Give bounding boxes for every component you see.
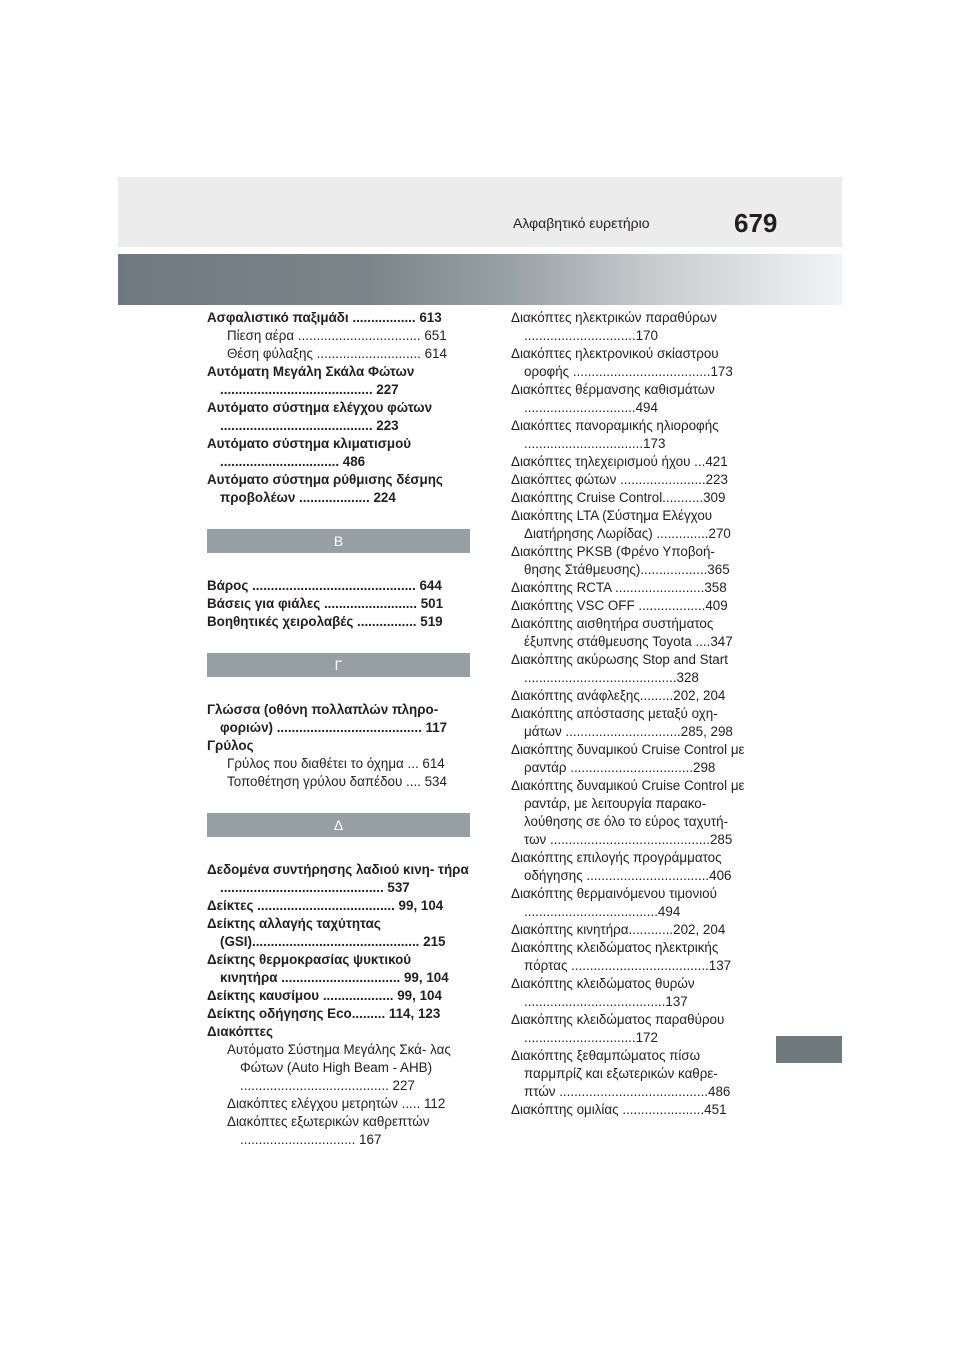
index-subentry: Διακόπτες ελέγχου μετρητών ..... 112 — [227, 1096, 446, 1111]
section-side-tab — [776, 1036, 842, 1063]
index-subentry: Γρύλος που διαθέτει το όχημα ... 614 — [227, 756, 445, 771]
index-entry: Διακόπτης θερμαινόμενου τιμονιού ....................................494 — [511, 886, 717, 919]
index-entry: Διακόπτης ξεθαμπώματος πίσω παρμπρίζ και εξωτερικών καθρε- πτών ........................................486 — [511, 1048, 731, 1099]
index-entry: Διακόπτης RCTA ........................358 — [511, 580, 727, 595]
index-entry: Διακόπτης δυναμικού Cruise Control με ραντάρ .................................298 — [511, 742, 745, 775]
section-header — [207, 529, 470, 553]
index-subentry: Θέση φύλαξης ............................ 614 — [227, 346, 447, 361]
index-entry: Διακόπτης ανάφλεξης.........202, 204 — [511, 688, 726, 703]
index-entry: Αυτόματο σύστημα ελέγχου φώτων ......................................... 223 — [207, 400, 433, 433]
index-entry: Αυτόματο σύστημα κλιματισμού ................................ 486 — [207, 436, 412, 469]
index-entry: Διακόπτης απόστασης μεταξύ οχη- μάτων ...............................285, 298 — [511, 706, 733, 739]
index-entry: Διακόπτης Cruise Control...........309 — [511, 490, 726, 505]
index-entry: Διακόπτης κινητήρα............202, 204 — [511, 922, 726, 937]
section-letter: Γ — [334, 657, 343, 673]
index-entry: Διακόπτης δυναμικού Cruise Control με ραντάρ, με λειτουργία παρακο- λούθησης σε όλο το εύρος ταχυτή- των ...........................................285 — [511, 778, 745, 847]
index-entry: Βάσεις για φιάλες ......................... 501 — [207, 596, 444, 611]
index-column-left — [207, 309, 470, 1149]
index-entry: Διακόπτης αισθητήρα συστήματος έξυπνης στάθμευσης Toyota ....347 — [511, 616, 733, 649]
index-entry: Βοηθητικές χειρολαβές ................ 519 — [207, 614, 443, 629]
index-entry: Αυτόματο σύστημα ρύθμισης δέσμης προβολέων ................... 224 — [207, 472, 443, 505]
index-entry: Διακόπτες — [207, 1024, 273, 1039]
header-title: Αλφαβητικό ευρετήριο — [513, 215, 650, 231]
index-entry: Δείκτες ..................................... 99, 104 — [207, 898, 444, 913]
section-letter: Δ — [333, 817, 344, 833]
index-subentry: Τοποθέτηση γρύλου δαπέδου .... 534 — [227, 774, 447, 789]
index-entry: Δείκτης οδήγησης Eco......... 114, 123 — [207, 1006, 441, 1021]
index-entry: Διακόπτες ηλεκτρικών παραθύρων ..............................170 — [511, 310, 717, 343]
index-entry: Διακόπτης επιλογής προγράμματος οδήγησης .................................406 — [511, 850, 732, 883]
index-subentry: Πίεση αέρα ................................. 651 — [227, 328, 447, 343]
index-entry: Διακόπτης VSC OFF ..................409 — [511, 598, 728, 613]
index-entry: Διακόπτης LTA (Σύστημα Ελέγχου Διατήρησης Λωρίδας) ..............270 — [511, 508, 731, 541]
index-column-right — [511, 309, 746, 1119]
index-entry: Διακόπτης κλειδώματος θυρών ......................................137 — [511, 976, 695, 1009]
section-header — [207, 653, 470, 677]
index-entry: Διακόπτες πανοραμικής ηλιοροφής ................................173 — [511, 418, 719, 451]
index-entry: Διακόπτης PKSB (Φρένο Υποβοή- θησης Στάθμευσης)..................365 — [511, 544, 730, 577]
index-entry: Διακόπτες ηλεκτρονικού σκίαστρου οροφής .....................................173 — [511, 346, 733, 379]
section-letter: Β — [333, 533, 344, 549]
index-entry: Ασφαλιστικό παξιμάδι ................. 613 — [207, 310, 442, 325]
index-subentry: Διακόπτες εξωτερικών καθρεπτών ............................... 167 — [227, 1114, 430, 1147]
header-gradient-bar — [118, 254, 842, 305]
index-entry: Δείκτης καυσίμου ................... 99, 104 — [207, 988, 442, 1003]
index-entry: Γλώσσα (οθόνη πολλαπλών πληρο- φοριών) ....................................... 117 — [207, 702, 448, 735]
index-entry: Διακόπτης ακύρωσης Stop and Start .........................................328 — [511, 652, 728, 685]
index-entry: Δεδομένα συντήρησης λαδιού κινη- τήρα ............................................ 537 — [207, 862, 469, 895]
index-entry: Διακόπτες τηλεχειρισμού ήχου ...421 — [511, 454, 728, 469]
section-header — [207, 813, 470, 837]
index-entry: Διακόπτης κλειδώματος ηλεκτρικής πόρτας .....................................137 — [511, 940, 732, 973]
index-subentry: Αυτόματο Σύστημα Μεγάλης Σκά- λας Φώτων (Auto High Beam - AHB) ........................................ 227 — [227, 1042, 451, 1093]
index-entry: Διακόπτες θέρμανσης καθισμάτων ..............................494 — [511, 382, 715, 415]
index-entry: Διακόπτης κλειδώματος παραθύρου ..............................172 — [511, 1012, 725, 1045]
index-entry: Δείκτης αλλαγής ταχύτητας (GSI)............................................. 215 — [207, 916, 446, 949]
page-number: 679 — [734, 208, 778, 238]
index-entry: Δείκτης θερμοκρασίας ψυκτικού κινητήρα ................................ 99, 104 — [207, 952, 449, 985]
index-entry: Διακόπτες φώτων .......................223 — [511, 472, 728, 487]
index-entry: Γρύλος — [207, 738, 254, 753]
index-entry: Βάρος ............................................ 644 — [207, 578, 442, 593]
index-entry: Αυτόματη Μεγάλη Σκάλα Φώτων ......................................... 227 — [207, 364, 415, 397]
index-entry: Διακόπτης ομιλίας ......................451 — [511, 1102, 727, 1117]
